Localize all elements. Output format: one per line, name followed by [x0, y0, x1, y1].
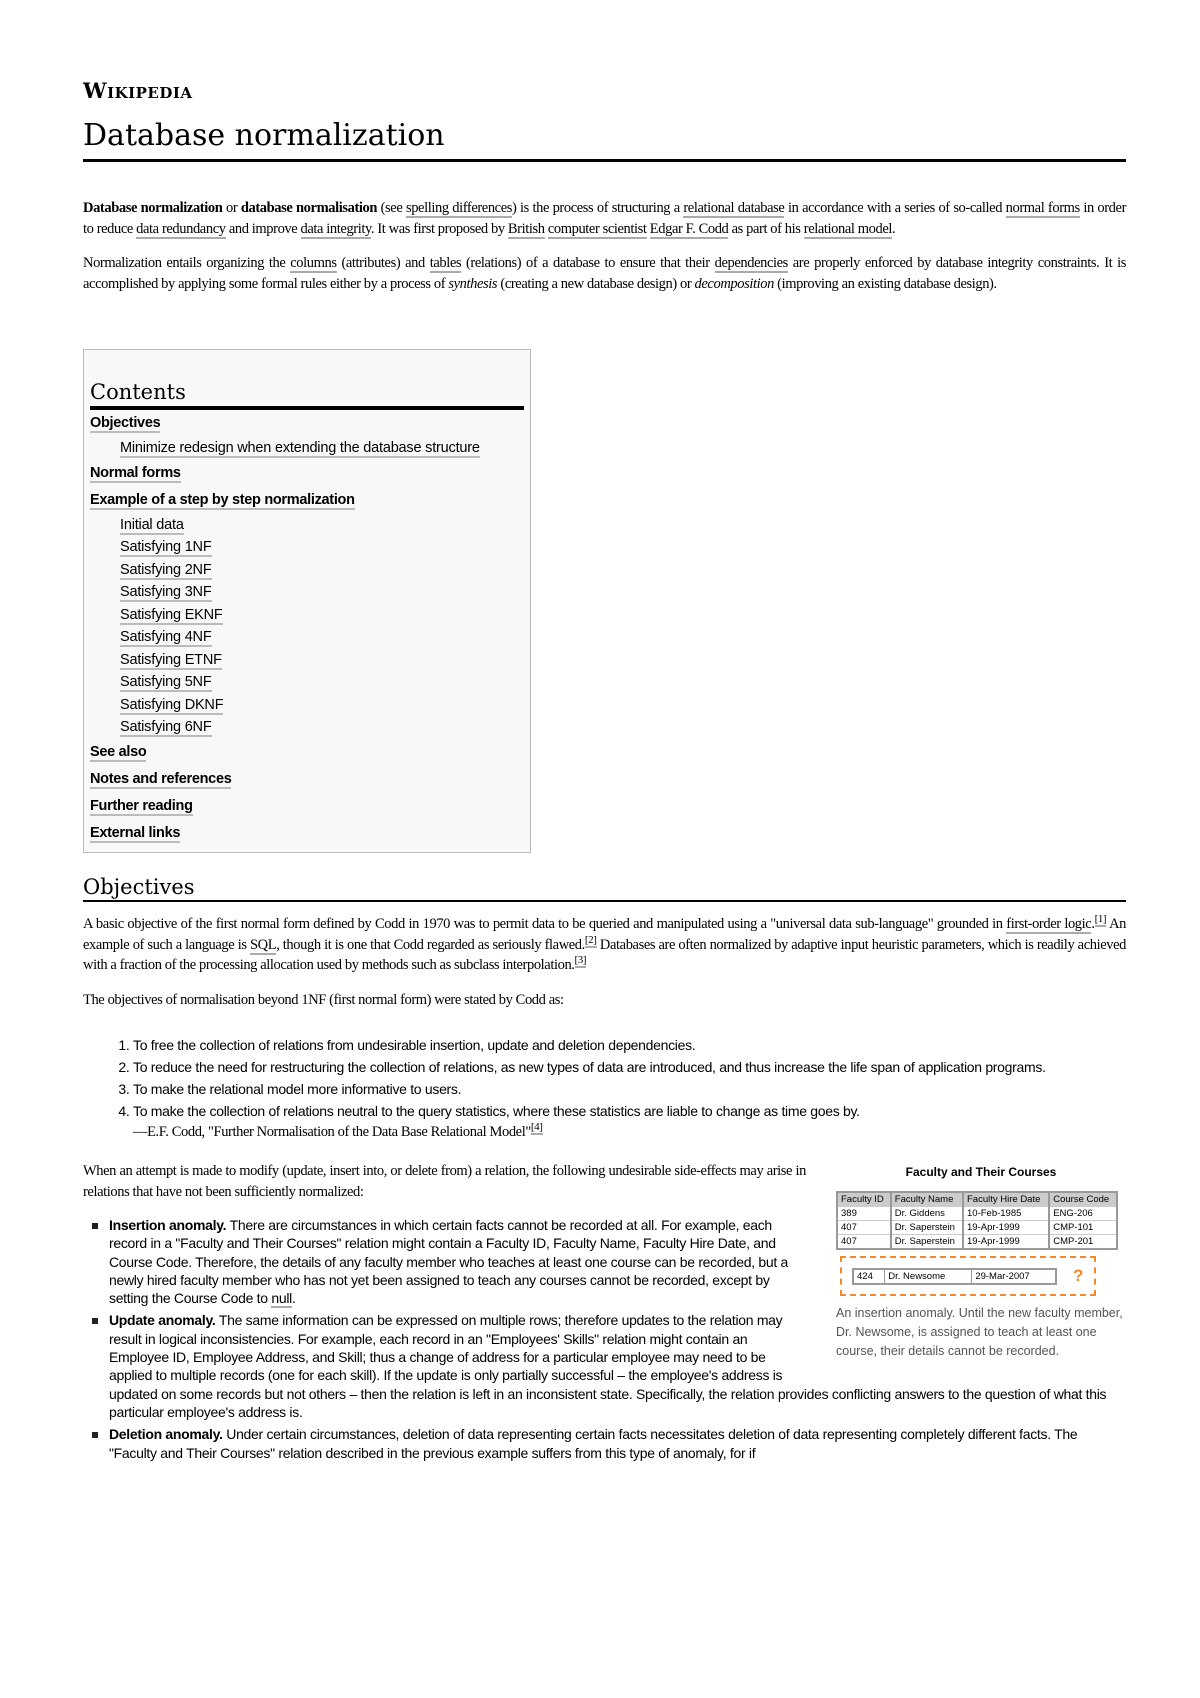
wiki-link[interactable]: dependencies	[714, 255, 788, 271]
toc-subitem[interactable]	[120, 604, 524, 627]
text: .	[291, 1290, 296, 1307]
toc-item[interactable]	[90, 821, 524, 847]
toc-subitem[interactable]	[120, 581, 524, 604]
column-header: Faculty Name	[891, 1192, 963, 1207]
text: Under certain circumstances, deletion of data representing certain facts necessitates deletion of data representing completely different facts. The "Faculty and Their Courses" relation described in the previous example suffers from this type of anomaly, for if	[109, 1426, 1078, 1461]
toc-subitem[interactable]	[120, 671, 524, 694]
text: The same information can be expressed on multiple rows; therefore updates to the relation may result in logical inconsistencies. For example, each record in an "Employees' Skills" relation might contain an Employee ID, Employee Address, and Skill; thus a change of address for a particular employee may need to be applied to multiple records (one for each skill). If the update is only partially successful – the employee's address is updated on some records but not others – then the relation is left in an inconsistent state. Specifically, the relation provides conflicting answers to the question of what this particular employee's address is.	[109, 1312, 1107, 1420]
toc-subitem[interactable]	[120, 559, 524, 582]
toc-item-label: Notes and references	[90, 770, 232, 787]
figure-title: Faculty and Their Courses	[905, 1165, 1057, 1179]
wikipedia-logo[interactable]: Wikipedia	[83, 78, 193, 103]
toc-subitem[interactable]	[120, 649, 524, 672]
missing-value-mark: ?	[1073, 1266, 1084, 1285]
toc-item-label: External links	[90, 824, 181, 841]
column-header: Course Code	[1049, 1192, 1117, 1207]
toc-heading: Contents	[90, 380, 524, 410]
toc-item-label: Further reading	[90, 797, 193, 814]
toc-subitem-label: Initial data	[120, 516, 184, 533]
lead-section	[83, 198, 1126, 308]
toc-subitem[interactable]	[120, 514, 524, 537]
objective-item: 3. To make the relational model more informative to users.	[133, 1080, 1083, 1098]
citation	[585, 934, 597, 948]
bold-term: database normalisation	[240, 200, 378, 216]
text: ) is the process of structuring a	[512, 200, 684, 216]
cell: Dr. Saperstein	[891, 1235, 963, 1250]
lead-paragraph	[83, 253, 1126, 294]
text: (attributes) and	[336, 255, 430, 271]
toc-subitem-label: Satisfying 2NF	[120, 561, 212, 578]
wiki-link[interactable]: relational database	[683, 200, 785, 216]
column-header: Faculty Hire Date	[963, 1192, 1049, 1207]
anomaly-item	[109, 1311, 1126, 1421]
toc-subitem-label: Satisfying ETNF	[120, 651, 222, 668]
cell: 19-Apr-1999	[963, 1235, 1049, 1250]
cell: 389	[837, 1207, 891, 1221]
text: (creating a new database design) or	[497, 275, 695, 292]
toc-subitem[interactable]	[120, 694, 524, 717]
cell: 407	[837, 1235, 891, 1250]
text: (relations) of a database to ensure that their	[461, 255, 715, 271]
cell: 29-Mar-2007	[972, 1269, 1056, 1284]
text: .	[891, 220, 896, 237]
toc-subitem-label: Satisfying 5NF	[120, 674, 212, 690]
toc-subitem-label: Satisfying 3NF	[120, 584, 212, 600]
toc-item[interactable]	[90, 411, 524, 437]
text: The objectives of normalisation beyond 1NF (first normal form) were stated by Codd as:	[83, 991, 564, 1008]
citation-link[interactable]: [2]	[584, 933, 597, 946]
toc-subitem-label: Satisfying DKNF	[120, 696, 224, 713]
wiki-link[interactable]: SQL	[249, 936, 277, 953]
bold-term: Update anomaly.	[109, 1312, 216, 1329]
bold-term: Database normalization	[83, 200, 223, 216]
toc-item[interactable]	[90, 488, 524, 514]
bold-term: Deletion anomaly.	[109, 1426, 223, 1443]
toc-subitem-label: Minimize redesign when extending the database structure	[120, 440, 480, 456]
toc-subitem-label: Satisfying EKNF	[120, 606, 223, 623]
toc-item[interactable]	[90, 794, 524, 820]
text: in accordance with a series of so-called	[784, 200, 1006, 216]
anomalies-list	[83, 1216, 1126, 1462]
cell: 10-Feb-1985	[963, 1207, 1049, 1221]
wiki-link[interactable]: spelling differences	[405, 200, 512, 216]
toc-item-label: Example of a step by step normalization	[90, 491, 355, 508]
anomaly-item	[109, 1425, 1126, 1462]
text: and improve	[225, 220, 301, 237]
wiki-link[interactable]: Edgar F. Codd	[649, 220, 729, 237]
text: (improving an existing database design).	[773, 275, 997, 292]
wiki-link[interactable]: tables	[429, 255, 462, 271]
wiki-link[interactable]: computer scientist	[547, 220, 647, 237]
cell: Dr. Saperstein	[891, 1221, 963, 1235]
text: . It was first proposed by	[370, 220, 508, 237]
citation-link[interactable]: [1]	[1094, 913, 1107, 926]
column-header: Faculty ID	[837, 1192, 891, 1207]
paragraph	[83, 914, 1126, 976]
objective-item: 4. To make the collection of relations neutral to the query statistics, where these statistics are liable to change as time goes by.	[133, 1102, 1083, 1120]
toc-item-label: Normal forms	[90, 464, 181, 481]
toc-item[interactable]	[90, 767, 524, 793]
toc-subitem[interactable]	[120, 716, 524, 739]
text: as part of his	[728, 220, 804, 237]
text: are properly enforced by database integrity constraints. It is accomplished by applying some formal rules either by a process of	[83, 255, 1126, 292]
bold-term: Insertion anomaly.	[109, 1217, 227, 1233]
toc-subitem[interactable]	[120, 437, 524, 460]
wiki-link[interactable]: British	[507, 220, 545, 237]
text: An example of such a language is	[83, 916, 1126, 953]
text: Normalization entails organizing the	[83, 255, 291, 271]
citation	[1095, 913, 1107, 927]
table-header-row	[837, 1192, 1117, 1207]
citation	[575, 954, 587, 968]
toc-item[interactable]	[90, 461, 524, 487]
wiki-link[interactable]: data redundancy	[136, 220, 226, 237]
wiki-link[interactable]: columns	[290, 255, 337, 271]
table-of-contents	[83, 349, 531, 853]
wiki-link[interactable]: normal forms	[1005, 200, 1080, 216]
citation-link[interactable]: [4]	[530, 1121, 543, 1134]
wiki-link[interactable]: null	[271, 1290, 292, 1307]
wiki-link[interactable]: data integrity	[300, 220, 371, 237]
page-title: Database normalization	[83, 118, 1126, 162]
text: Databases are often normalized by adaptive input heuristic parameters, which is readily achieved with a fraction of the processing allocation used by methods such as subclass interpolation.	[83, 936, 1127, 973]
wiki-link[interactable]: relational model	[803, 220, 892, 237]
cell: Dr. Newsome	[885, 1269, 972, 1284]
toc-item-label: See also	[90, 743, 147, 760]
toc-subitem[interactable]	[120, 536, 524, 559]
italic-term: synthesis	[448, 275, 498, 292]
cell: CMP-201	[1049, 1235, 1117, 1250]
toc-subitem[interactable]	[120, 626, 524, 649]
objective-item: 2. To reduce the need for restructuring the collection of relations, as new types of data are introduced, and thus increase the life span of application programs.	[133, 1058, 1083, 1076]
text: or	[222, 200, 241, 216]
cell: 407	[837, 1221, 891, 1235]
text: (see	[377, 200, 406, 216]
objectives-section	[83, 875, 1126, 1466]
cell: 424	[853, 1269, 885, 1284]
objective-item: 1. To free the collection of relations from undesirable insertion, update and deletion dependencies.	[133, 1036, 1083, 1054]
paragraph	[83, 990, 1126, 1011]
italic-term: decomposition	[694, 275, 774, 292]
objectives-list	[83, 1036, 1126, 1120]
toc-item-label: Objectives	[90, 415, 161, 431]
text: .	[1091, 916, 1095, 932]
text: When an attempt is made to modify (update, insert into, or delete from) a relation, the following undesirable side-effects may arise in relations that have not been sufficiently normalized:	[83, 1163, 806, 1200]
toc-subitem-label: Satisfying 1NF	[120, 539, 212, 555]
toc-item[interactable]	[90, 740, 524, 766]
cell: ENG-206	[1049, 1207, 1117, 1221]
toc-subitem-label: Satisfying 4NF	[120, 629, 212, 645]
wiki-link[interactable]: first-order logic	[1006, 916, 1092, 932]
cell: Dr. Giddens	[891, 1207, 963, 1221]
cell: CMP-101	[1049, 1221, 1117, 1235]
text: A basic objective of the first normal form defined by Codd in 1970 was to permit data to be queried and manipulated using a "universal data sub-language" grounded in	[83, 916, 1007, 932]
anomaly-item	[109, 1216, 1126, 1307]
figure-caption: An insertion anomaly. Until the new faculty member, Dr. Newsome, is assigned to teach at least one course, their details cannot be recorded.	[836, 1306, 1123, 1358]
section-heading: Objectives	[83, 875, 1126, 902]
text: in order to reduce	[83, 200, 1126, 237]
cell: 19-Apr-1999	[963, 1221, 1049, 1235]
lead-paragraph	[83, 198, 1126, 239]
citation-link[interactable]: [3]	[574, 954, 587, 967]
text: , though it is one that Codd regarded as seriously flawed.	[276, 936, 585, 953]
codd-quote: —E.F. Codd, "Further Normalisation of the Data Base Relational Model"[4]	[133, 1121, 543, 1140]
toc-subitem-label: Satisfying 6NF	[120, 719, 212, 735]
text: There are circumstances in which certain facts cannot be recorded at all. For example, each record in a "Faculty and Their Courses" relation might contain a Faculty ID, Faculty Name, Faculty Hire Date, and Course Code. Therefore, the details of any faculty member who teaches at least one course can be recorded, but a newly hired faculty member who has not yet been assigned to teach any courses cannot be recorded, except by setting the Course Code to	[109, 1217, 788, 1307]
